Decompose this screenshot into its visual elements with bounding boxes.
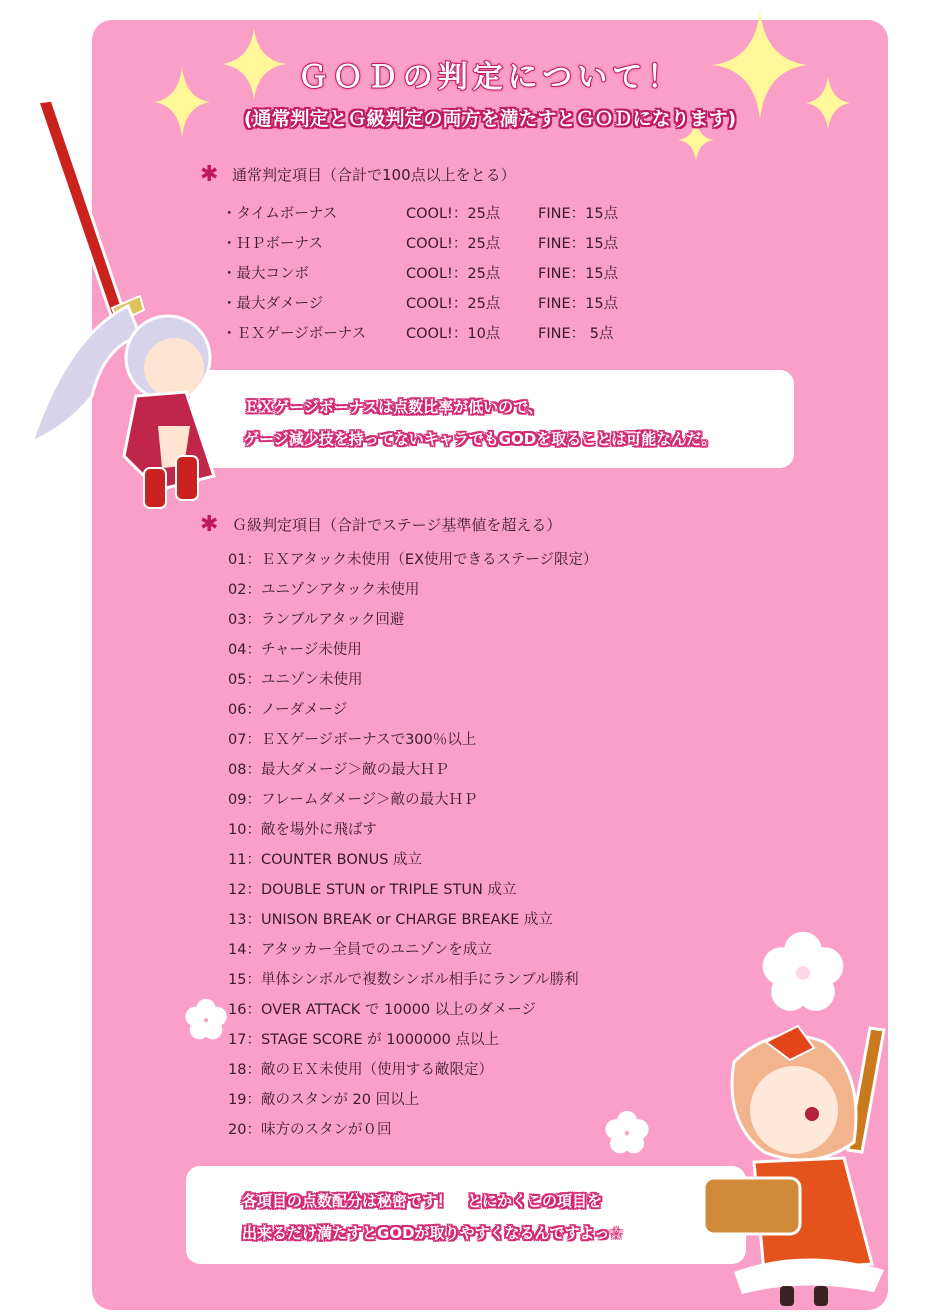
- list-item: 01：ＥＸアタック未使用（EX使用できるステージ限定）: [228, 552, 598, 568]
- row-fine: FINE：15点: [538, 236, 619, 252]
- list-item: 06：ノーダメージ: [228, 702, 348, 718]
- note-line: ＥＸゲージボーナスは点数比率が低いので、: [244, 398, 543, 416]
- list-item: 02：ユニゾンアタック未使用: [228, 582, 420, 598]
- row-fine: FINE：15点: [538, 266, 619, 282]
- note-line: ゲージ減少技を持ってないキャラでもGODを取ることは可能なんだ。: [244, 430, 717, 448]
- row-cool: COOL!：25点: [406, 206, 501, 222]
- row-cool: COOL!：10点: [406, 326, 501, 342]
- character-illustration: [694, 1002, 930, 1310]
- info-note: [186, 1166, 746, 1264]
- note-line: 出来るだけ満たすとGODが取りやすくなるんですよっ☆: [242, 1224, 623, 1242]
- list-item: 12：DOUBLE STUN or TRIPLE STUN 成立: [228, 882, 517, 898]
- row-item: ・最大ダメージ: [222, 296, 324, 312]
- list-item: 18：敵のＥＸ未使用（使用する敵限定）: [228, 1062, 493, 1078]
- list-item: 10：敵を場外に飛ばす: [228, 822, 377, 838]
- list-item: 11：COUNTER BONUS 成立: [228, 852, 423, 868]
- info-note: [190, 370, 794, 468]
- list-item: 04：チャージ未使用: [228, 642, 362, 658]
- list-item: 08：最大ダメージ＞敵の最大ＨＰ: [228, 762, 450, 778]
- g-section-title: Ｇ級判定項目（合計でステージ基準値を超える）: [232, 516, 562, 534]
- row-cool: COOL!：25点: [406, 296, 501, 312]
- note-line: 各項目の点数配分は秘密です！ とにかくこの項目を: [242, 1192, 603, 1210]
- list-item: 14：アタッカー全員でのユニゾンを成立: [228, 942, 492, 958]
- row-cool: COOL!：25点: [406, 236, 501, 252]
- character-illustration: [8, 96, 218, 516]
- page-title: ＧＯＤの判定について！: [297, 60, 683, 95]
- asterisk-icon: ✱: [200, 512, 219, 537]
- row-item: ・最大コンボ: [222, 266, 309, 282]
- list-item: 16：OVER ATTACK で 10000 以上のダメージ: [228, 1002, 536, 1018]
- row-item: ・ＥＸゲージボーナス: [222, 326, 367, 342]
- row-fine: FINE：15点: [538, 296, 619, 312]
- row-fine: FINE： 5点: [538, 326, 614, 342]
- list-item: 05：ユニゾン未使用: [228, 672, 363, 688]
- list-item: 19：敵のスタンが 20 回以上: [228, 1092, 420, 1108]
- list-item: 03：ランブルアタック回避: [228, 612, 405, 628]
- list-item: 13：UNISON BREAK or CHARGE BREAKE 成立: [228, 912, 553, 928]
- page-subtitle: (通常判定とＧ級判定の両方を満たすとＧＯＤになります): [243, 108, 737, 130]
- sakura-icon: [184, 998, 228, 1042]
- g-section-heading: [200, 512, 561, 537]
- normal-section-heading: [200, 162, 516, 187]
- list-item: 20：味方のスタンが０回: [228, 1122, 392, 1138]
- list-item: 09：フレームダメージ＞敵の最大ＨＰ: [228, 792, 478, 808]
- list-item: 07：ＥＸゲージボーナスで300％以上: [228, 732, 477, 748]
- row-fine: FINE：15点: [538, 206, 619, 222]
- row-item: ・ＨＰボーナス: [222, 236, 323, 252]
- asterisk-icon: ✱: [200, 162, 219, 187]
- list-item: 15：単体シンボルで複数シンボル相手にランブル勝利: [228, 972, 579, 988]
- list-item: 17：STAGE SCORE が 1000000 点以上: [228, 1032, 499, 1048]
- row-cool: COOL!：25点: [406, 266, 501, 282]
- sakura-icon: [604, 1110, 650, 1156]
- row-item: ・タイムボーナス: [222, 206, 338, 222]
- normal-section-title: 通常判定項目（合計で100点以上をとる）: [232, 166, 516, 184]
